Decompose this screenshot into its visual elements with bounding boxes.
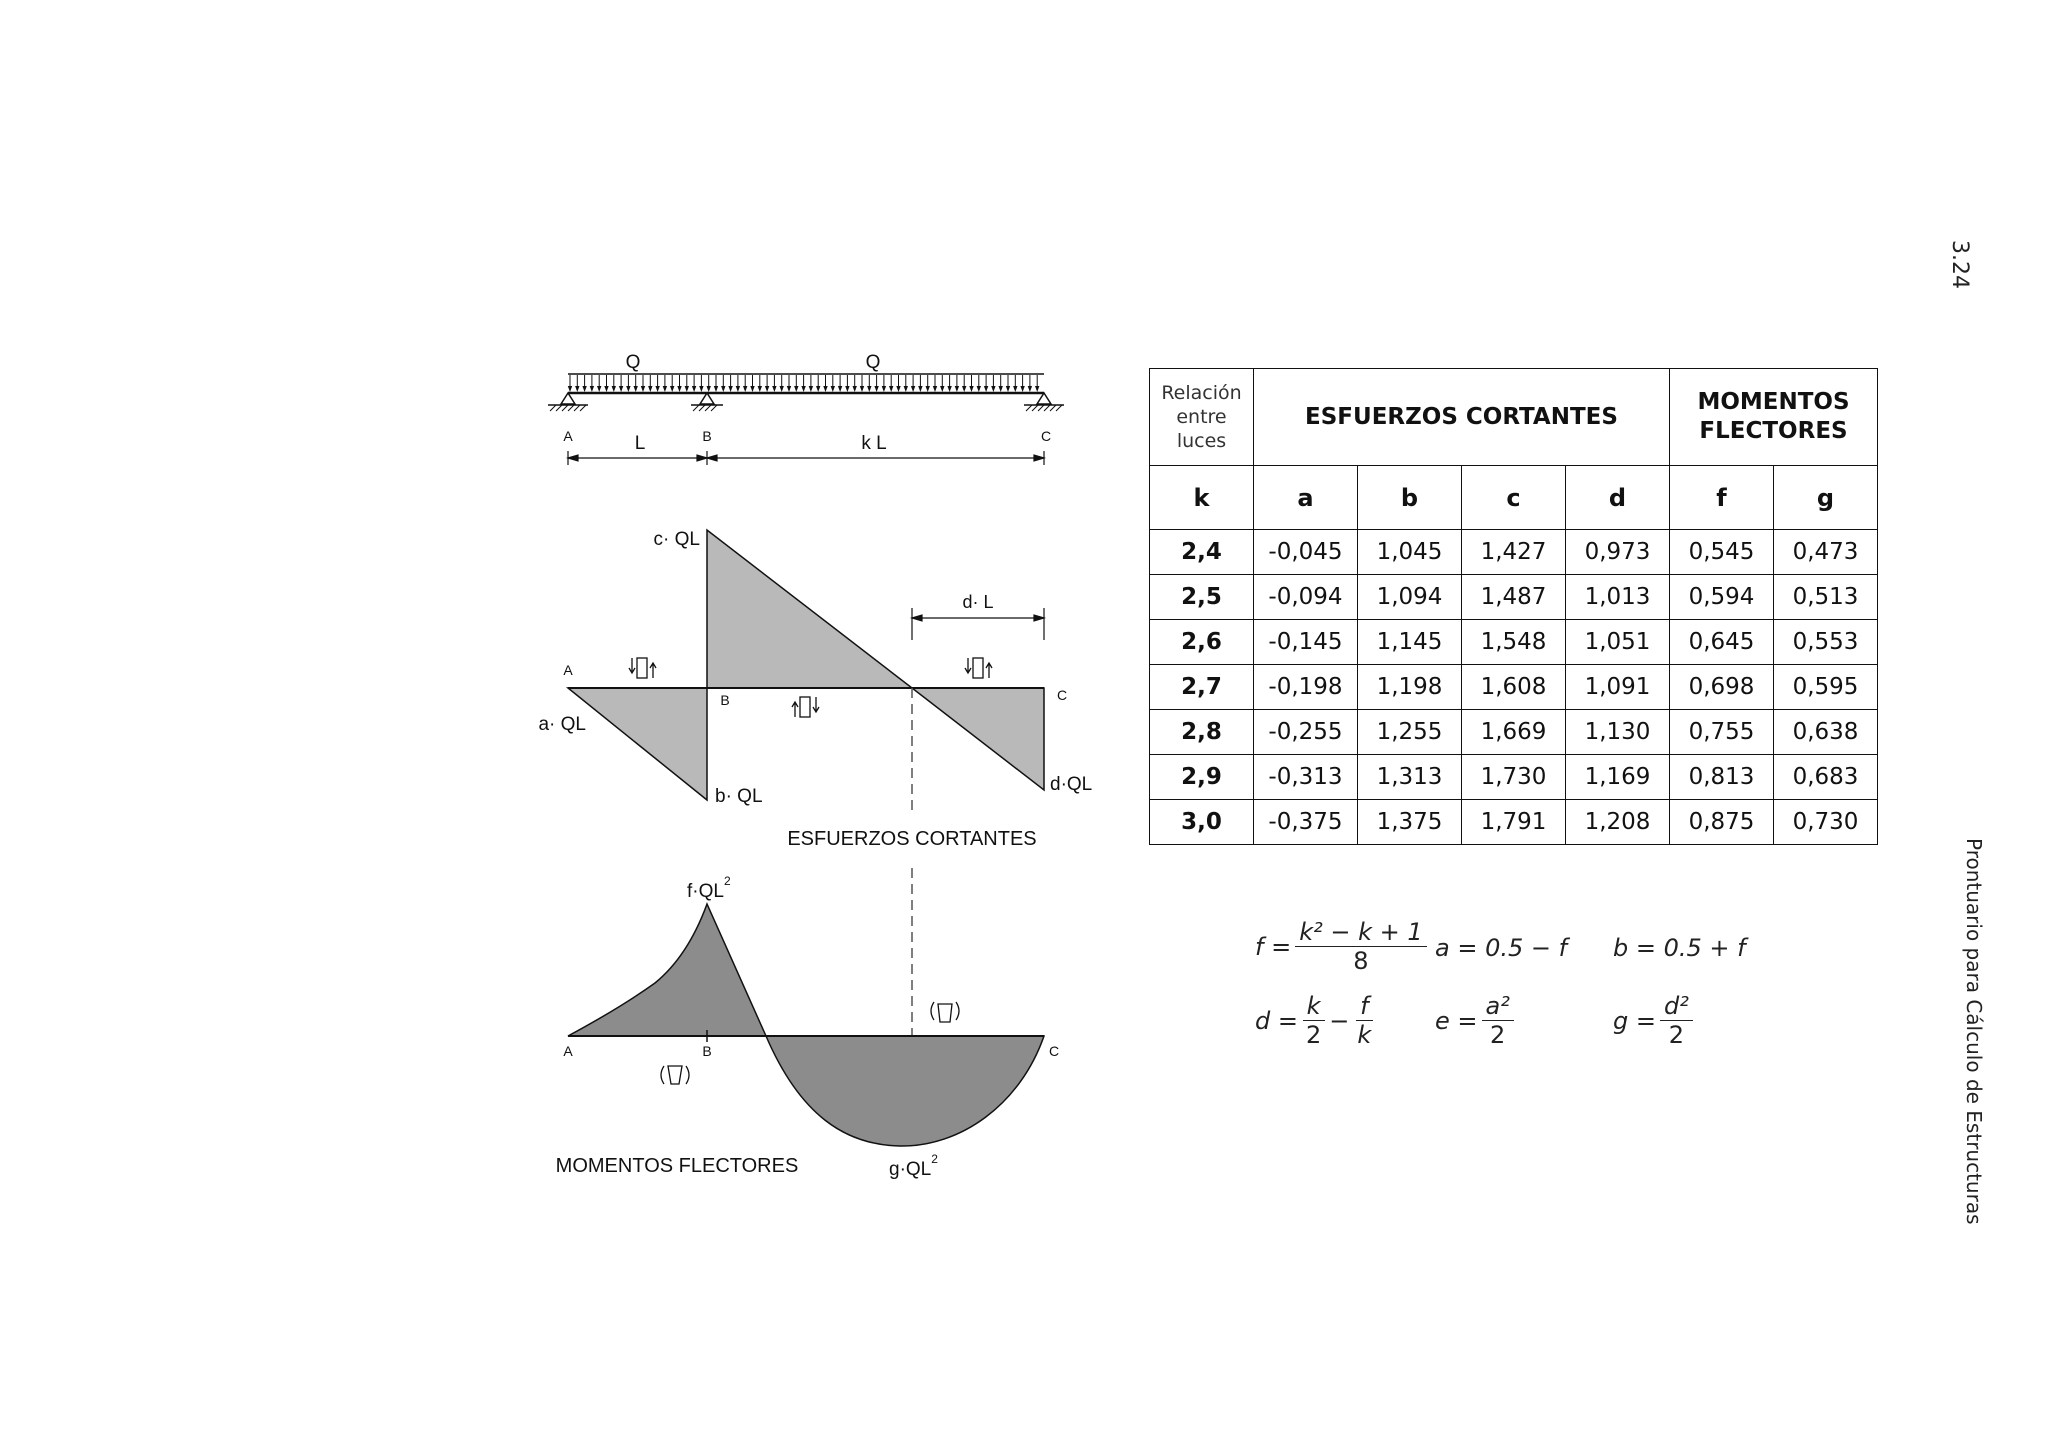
value-cell: 1,313 bbox=[1358, 755, 1462, 800]
k-cell: 2,4 bbox=[1150, 530, 1254, 575]
shear-diagram bbox=[538, 529, 1092, 850]
shear-label-b: b· QL bbox=[715, 786, 763, 807]
load-arrow-head bbox=[1006, 386, 1010, 392]
load-label-left: Q bbox=[625, 352, 641, 373]
moment-sign-icon bbox=[661, 1066, 689, 1084]
load-arrow-head bbox=[634, 386, 638, 392]
value-cell: 1,375 bbox=[1358, 800, 1462, 845]
value-cell: 1,730 bbox=[1462, 755, 1566, 800]
shear-sign-icon bbox=[965, 658, 992, 678]
load-arrow-head bbox=[582, 386, 586, 392]
load-arrow-head bbox=[780, 386, 784, 392]
value-cell: 0,683 bbox=[1774, 755, 1878, 800]
load-arrow-head bbox=[641, 386, 645, 392]
load-arrow-head bbox=[568, 386, 572, 392]
value-cell: 1,130 bbox=[1566, 710, 1670, 755]
formula-d: d = $\frac{k}{2}$ − $\frac{f}{k}$ bbox=[1255, 992, 1372, 1049]
support-label-a: A bbox=[563, 428, 573, 444]
formula-f: f = $\frac{\text{k² − k + 1}}{8}$ bbox=[1255, 918, 1431, 975]
value-cell: 1,208 bbox=[1566, 800, 1670, 845]
moment-label-g: $g\cdot QL^2$ bbox=[889, 1152, 938, 1180]
load-arrow-head bbox=[889, 386, 893, 392]
value-cell: 1,094 bbox=[1358, 575, 1462, 620]
load-arrow-head bbox=[736, 386, 740, 392]
load-arrow-head bbox=[977, 386, 981, 392]
load-arrow-head bbox=[845, 386, 849, 392]
value-cell: 1,669 bbox=[1462, 710, 1566, 755]
value-cell: 1,091 bbox=[1566, 665, 1670, 710]
header-moment: MOMENTOS FLECTORES bbox=[1670, 369, 1878, 466]
moment-area-span bbox=[766, 1036, 1044, 1146]
load-arrow-head bbox=[794, 386, 798, 392]
load-arrow-head bbox=[984, 386, 988, 392]
value-cell: 0,698 bbox=[1670, 665, 1774, 710]
load-arrow-head bbox=[743, 386, 747, 392]
k-cell: 3,0 bbox=[1150, 800, 1254, 845]
value-cell: 1,051 bbox=[1566, 620, 1670, 665]
column-header: k bbox=[1150, 466, 1254, 530]
load-arrow-head bbox=[1028, 386, 1032, 392]
page-number: 3.24 bbox=[1947, 240, 1972, 289]
load-arrow-head bbox=[955, 386, 959, 392]
dl-label: d· L bbox=[962, 592, 994, 612]
column-header: a bbox=[1254, 466, 1358, 530]
span-label-left: L bbox=[634, 433, 646, 454]
load-arrow-head bbox=[896, 386, 900, 392]
column-header: f bbox=[1670, 466, 1774, 530]
value-cell: 0,755 bbox=[1670, 710, 1774, 755]
load-arrow-head bbox=[853, 386, 857, 392]
value-cell: 0,595 bbox=[1774, 665, 1878, 710]
moment-diagram bbox=[556, 868, 1059, 1180]
formula-e: e = $\frac{\text{a²}}{2}$ bbox=[1435, 992, 1518, 1049]
load-arrow-head bbox=[860, 386, 864, 392]
load-arrow-head bbox=[969, 386, 973, 392]
shear-sign-icon bbox=[629, 658, 656, 678]
load-arrow-head bbox=[918, 386, 922, 392]
load-arrow-head bbox=[699, 386, 703, 392]
value-cell: 1,045 bbox=[1358, 530, 1462, 575]
moment-area-support bbox=[568, 904, 766, 1036]
value-cell: -0,198 bbox=[1254, 665, 1358, 710]
value-cell: 0,813 bbox=[1670, 755, 1774, 800]
value-cell: 0,545 bbox=[1670, 530, 1774, 575]
value-cell: 0,513 bbox=[1774, 575, 1878, 620]
k-cell: 2,9 bbox=[1150, 755, 1254, 800]
load-label-right: Q bbox=[865, 352, 881, 373]
moment-point-b: B bbox=[702, 1043, 712, 1059]
moment-diagram-title: MOMENTOS FLECTORES bbox=[555, 1155, 799, 1177]
value-cell: 1,427 bbox=[1462, 530, 1566, 575]
shear-label-c: c· QL bbox=[653, 529, 700, 550]
load-arrow-head bbox=[991, 386, 995, 392]
value-cell: -0,375 bbox=[1254, 800, 1358, 845]
load-arrow-head bbox=[721, 386, 725, 392]
value-cell: -0,255 bbox=[1254, 710, 1358, 755]
load-arrow-head bbox=[867, 386, 871, 392]
moment-point-c: C bbox=[1048, 1043, 1060, 1059]
value-cell: 1,013 bbox=[1566, 575, 1670, 620]
load-arrow-head bbox=[648, 386, 652, 392]
load-arrow-head bbox=[874, 386, 878, 392]
table-row bbox=[1150, 665, 1878, 710]
shear-area-bc-negative bbox=[912, 688, 1044, 790]
k-cell: 2,7 bbox=[1150, 665, 1254, 710]
support-a bbox=[548, 393, 588, 411]
dl-dimension bbox=[912, 608, 1044, 640]
formula-a: a = 0.5 − f bbox=[1435, 934, 1568, 962]
support-label-b: B bbox=[702, 428, 712, 444]
value-cell: 0,553 bbox=[1774, 620, 1878, 665]
side-title: Prontuario para Cálculo de Estructuras bbox=[1962, 838, 1986, 1225]
table-header-row bbox=[1150, 369, 1878, 466]
table-row bbox=[1150, 800, 1878, 845]
shear-point-c: C bbox=[1056, 687, 1068, 703]
table-row bbox=[1150, 530, 1878, 575]
table-row bbox=[1150, 755, 1878, 800]
distributed-load-arrows bbox=[568, 375, 1040, 392]
moment-point-a: A bbox=[563, 1043, 573, 1059]
load-arrow-head bbox=[904, 386, 908, 392]
load-arrow-head bbox=[1035, 386, 1039, 392]
value-cell: 1,145 bbox=[1358, 620, 1462, 665]
load-arrow-head bbox=[911, 386, 915, 392]
load-arrow-head bbox=[1020, 386, 1024, 392]
support-label-c: C bbox=[1040, 428, 1052, 444]
load-arrow-head bbox=[612, 386, 616, 392]
value-cell: 0,875 bbox=[1670, 800, 1774, 845]
load-arrow-head bbox=[575, 386, 579, 392]
load-arrow-head bbox=[999, 386, 1003, 392]
formula-b: b = 0.5 + f bbox=[1613, 934, 1746, 962]
load-arrow-head bbox=[838, 386, 842, 392]
shear-point-b: B bbox=[720, 692, 730, 708]
value-cell: 1,198 bbox=[1358, 665, 1462, 710]
value-cell: -0,145 bbox=[1254, 620, 1358, 665]
column-header: g bbox=[1774, 466, 1878, 530]
load-arrow-head bbox=[619, 386, 623, 392]
table-row bbox=[1150, 575, 1878, 620]
formula-g: g = $\frac{\text{d²}}{2}$ bbox=[1613, 992, 1697, 1049]
header-relation: Relación entre luces bbox=[1150, 369, 1254, 466]
load-arrow-head bbox=[962, 386, 966, 392]
load-arrow-head bbox=[882, 386, 886, 392]
load-arrow-head bbox=[590, 386, 594, 392]
value-cell: 1,608 bbox=[1462, 665, 1566, 710]
load-arrow-head bbox=[933, 386, 937, 392]
value-cell: 0,473 bbox=[1774, 530, 1878, 575]
load-arrow-head bbox=[626, 386, 630, 392]
load-arrow-head bbox=[604, 386, 608, 392]
load-arrow-head bbox=[685, 386, 689, 392]
k-cell: 2,8 bbox=[1150, 710, 1254, 755]
moment-label-f: $f\cdot QL^2$ bbox=[687, 874, 731, 902]
shear-label-a: a· QL bbox=[538, 714, 586, 735]
shear-label-d: d·QL bbox=[1050, 774, 1093, 795]
value-cell: 0,638 bbox=[1774, 710, 1878, 755]
load-arrow-head bbox=[772, 386, 776, 392]
value-cell: 1,548 bbox=[1462, 620, 1566, 665]
value-cell: 1,255 bbox=[1358, 710, 1462, 755]
value-cell: -0,094 bbox=[1254, 575, 1358, 620]
load-arrow-head bbox=[823, 386, 827, 392]
load-arrow-head bbox=[692, 386, 696, 392]
shear-point-a: A bbox=[563, 662, 573, 678]
value-cell: 1,169 bbox=[1566, 755, 1670, 800]
k-cell: 2,6 bbox=[1150, 620, 1254, 665]
load-arrow-head bbox=[1013, 386, 1017, 392]
load-arrow-head bbox=[816, 386, 820, 392]
load-arrow-head bbox=[728, 386, 732, 392]
moment-sign-icon bbox=[931, 1002, 959, 1022]
column-header: c bbox=[1462, 466, 1566, 530]
load-arrow-head bbox=[663, 386, 667, 392]
load-arrow-head bbox=[655, 386, 659, 392]
shear-area-bc-positive bbox=[707, 530, 912, 688]
load-arrow-head bbox=[750, 386, 754, 392]
support-b bbox=[691, 393, 723, 411]
value-cell: -0,313 bbox=[1254, 755, 1358, 800]
header-shear: ESFUERZOS CORTANTES bbox=[1254, 369, 1670, 466]
shear-sign-icon bbox=[792, 697, 819, 717]
load-arrow-head bbox=[787, 386, 791, 392]
span-label-right: k L bbox=[861, 433, 887, 454]
load-arrow-head bbox=[597, 386, 601, 392]
load-arrow-head bbox=[809, 386, 813, 392]
value-cell: 0,730 bbox=[1774, 800, 1878, 845]
load-arrow-head bbox=[670, 386, 674, 392]
table-row bbox=[1150, 620, 1878, 665]
value-cell: 1,791 bbox=[1462, 800, 1566, 845]
column-header: d bbox=[1566, 466, 1670, 530]
shear-area-ab bbox=[568, 688, 707, 800]
table-column-row bbox=[1150, 466, 1878, 530]
value-cell: 0,973 bbox=[1566, 530, 1670, 575]
beam-diagram bbox=[548, 352, 1064, 465]
value-cell: -0,045 bbox=[1254, 530, 1358, 575]
column-header: b bbox=[1358, 466, 1462, 530]
load-arrow-head bbox=[677, 386, 681, 392]
load-arrow-head bbox=[940, 386, 944, 392]
load-arrow-head bbox=[707, 386, 711, 392]
load-arrow-head bbox=[801, 386, 805, 392]
load-arrow-head bbox=[758, 386, 762, 392]
load-arrow-head bbox=[714, 386, 718, 392]
value-cell: 0,645 bbox=[1670, 620, 1774, 665]
shear-diagram-title: ESFUERZOS CORTANTES bbox=[787, 828, 1037, 850]
coefficient-table bbox=[1149, 368, 1878, 845]
load-arrow-head bbox=[831, 386, 835, 392]
table-row bbox=[1150, 710, 1878, 755]
value-cell: 1,487 bbox=[1462, 575, 1566, 620]
value-cell: 0,594 bbox=[1670, 575, 1774, 620]
k-cell: 2,5 bbox=[1150, 575, 1254, 620]
load-arrow-head bbox=[947, 386, 951, 392]
load-arrow-head bbox=[926, 386, 930, 392]
load-arrow-head bbox=[765, 386, 769, 392]
support-c bbox=[1024, 393, 1064, 411]
